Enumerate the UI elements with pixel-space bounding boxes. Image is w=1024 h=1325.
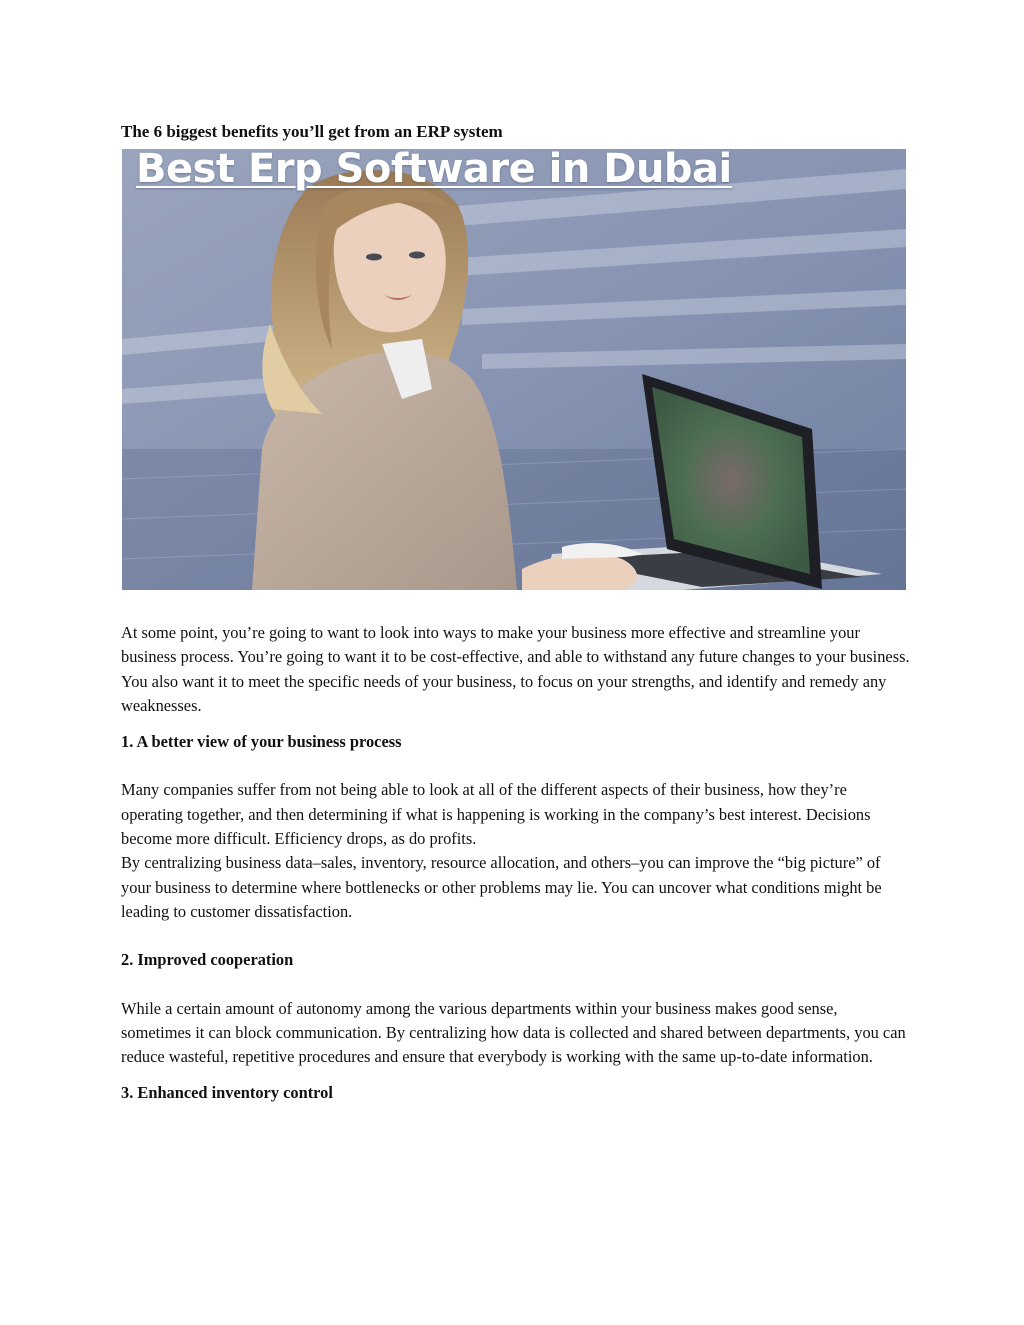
intro-paragraph: At some point, you’re going to want to look into ways to make your business more effective and streamline your business process. You’re going to want it to be cost-effective, and able to withstand any future changes to your business. You also want it to meet the specific needs of your business, to focus on your strengths, and identify and remedy any weaknesses.: [121, 623, 910, 715]
document-body: [121, 621, 911, 1106]
section-1-paragraph-1: Many companies suffer from not being able to look at all of the different aspects of their business, how they’re operating together, and then determining if what is happening is working in the company’s best interest. Decisions become more difficult. Efficiency drops, as do profits.: [121, 780, 871, 849]
section-2-paragraph-1: While a certain amount of autonomy among the various departments within your business makes good sense, sometimes it can block communication. By centralizing how data is collected and shared between departments, you can reduce wasteful, repetitive procedures and ensure that everybody is working with the same up-to-date information.: [121, 998, 906, 1067]
hero-image-heading: Best Erp Software in Dubai: [136, 149, 732, 192]
section-heading-1: 1. A better view of your business process: [121, 732, 402, 752]
section-heading-2: 2. Improved cooperation: [121, 950, 294, 970]
hero-image: [122, 149, 906, 590]
woman-with-laptop-photo: [122, 149, 906, 590]
section-1-paragraph-2: By centralizing business data–sales, inventory, resource allocation, and others–you can improve the “big picture” of your business to determine where bottlenecks or other problems may lie. You can uncover what conditions might be leading to customer dissatisfaction.: [121, 853, 882, 921]
document-title: The 6 biggest benefits you’ll get from an ERP system: [121, 122, 503, 141]
section-heading-3: 3. Enhanced inventory control: [121, 1083, 333, 1103]
